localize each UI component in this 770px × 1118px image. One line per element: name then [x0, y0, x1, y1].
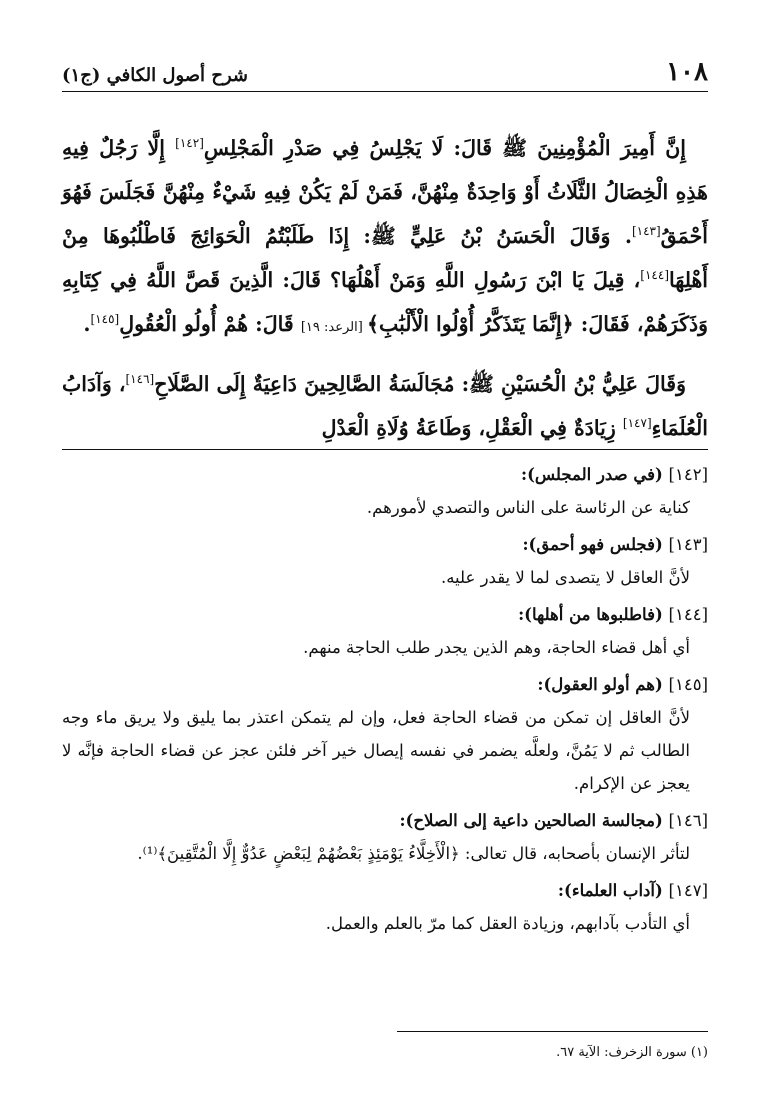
- note-body: لتأثر الإنسان بأصحابه، قال تعالى: ﴿الْأَخِلَّاءُ يَوْمَئِذٍ بَعْضُهُمْ لِبَعْضٍ عَدُوٌّ إِلَّا الْمُتَّقِينَ﴾⁽¹⁾.: [137, 844, 690, 863]
- note-number: [١٤٤]: [668, 605, 708, 624]
- note-ref-144: [١٤٤]: [640, 268, 669, 283]
- main-text-segment: إِلَّا رَجُلٌ فِيهِ هَذِهِ الْخِصَالُ الثَّلَاثُ أَوْ وَاحِدَةٌ مِنْهُنَّ، فَمَنْ لَمْ يَكُنْ فِيهِ شَيْءٌ مِنْهُنَّ فَجَلَسَ فَهُوَ أَحْمَقُ: [62, 136, 708, 248]
- note-143: [62, 528, 708, 594]
- note-ref-145: [١٤٥]: [90, 312, 120, 327]
- note-ref-143: [١٤٣]: [631, 224, 661, 239]
- note-title: (فاطلبوها من أهلها):: [518, 605, 663, 624]
- main-paragraph-2: [62, 362, 708, 450]
- main-text-segment: ، قِيلَ يَا ابْنَ رَسُولِ اللَّهِ وَمَنْ أَهْلُهَا؟ قَالَ: الَّذِينَ قَصَّ اللَّهُ فِي كِتَابِهِ وَذَكَرَهُمْ، فَقَالَ:: [62, 268, 708, 336]
- note-body: لأنَّ العاقل إن تمكن من قضاء الحاجة فعل، وإن لم يتمكن اعتذر بما يليق ولا يريق ماء وجه الطالب ثم لا يَمُنَّ، ولعلَّه يضمر في نفسه إيصال خير آخر فلئن عجز عن قضاء الحاجة فإنَّه لا يعجز عن الإكرام.: [62, 708, 690, 793]
- main-text-segment: قَالَ: هُمْ أُولُو الْعُقُولِ: [119, 312, 301, 336]
- page-number: ١٠٨: [666, 57, 708, 87]
- note-number: [١٤٦]: [668, 811, 708, 830]
- main-paragraph-1: [62, 126, 708, 346]
- main-text-segment: . وَقَالَ الْحَسَنُ بْنُ عَلِيٍّ ﷺ: إِذَا طَلَبْتُمُ الْحَوَائِجَ فَاطْلُبُوهَا مِنْ أَهْلِهَا: [62, 224, 708, 292]
- note-body: كناية عن الرئاسة على الناس والتصدي لأمورهم.: [366, 498, 690, 517]
- note-number: [١٤٧]: [668, 881, 708, 900]
- section-separator: [62, 449, 708, 450]
- note-body: أي أهل قضاء الحاجة، وهم الذين يجدر طلب الحاجة منهم.: [303, 638, 690, 657]
- note-ref-146: [١٤٦]: [125, 372, 155, 387]
- note-ref-147: [١٤٧]: [622, 416, 652, 431]
- page-header: [62, 52, 708, 92]
- note-title: (فجلس فهو أحمق):: [522, 535, 663, 554]
- main-text-segment: ، وَآدَابُ الْعُلَمَاءِ: [62, 372, 708, 440]
- note-147: [62, 874, 708, 940]
- note-title: (آداب العلماء):: [557, 881, 663, 900]
- main-text-segment: .: [83, 312, 91, 336]
- note-body: أي التأدب بآدابهم، وزيادة العقل كما مرّ بالعلم والعمل.: [325, 914, 690, 933]
- note-body: لأنَّ العاقل لا يتصدى لما لا يقدر عليه.: [440, 568, 690, 587]
- note-145: [62, 668, 708, 800]
- commentary-notes: [62, 458, 708, 944]
- footnote-rule: [397, 1031, 708, 1032]
- main-text-segment: زِيَادَةٌ فِي الْعَقْلِ، وَطَاعَةُ وُلَاةِ الْعَدْلِ: [321, 416, 623, 440]
- footnote: (١) سورة الزخرف: الآية ٦٧.: [556, 1045, 708, 1060]
- note-number: [١٤٥]: [668, 675, 708, 694]
- note-title: (مجالسة الصالحين داعية إلى الصلاح):: [399, 811, 663, 830]
- verse-reference: [الرعد: ١٩]: [300, 320, 367, 335]
- note-number: [١٤٣]: [668, 535, 708, 554]
- note-142: [62, 458, 708, 524]
- note-146: [62, 804, 708, 870]
- note-144: [62, 598, 708, 664]
- quran-verse: ﴿إِنَّمَا يَتَذَكَّرُ أُوْلُوا الْأَلْبَٰبِ﴾: [366, 312, 574, 336]
- running-title: شرح أصول الكافي (ج١): [62, 65, 248, 86]
- main-text-segment: وَقَالَ عَلِيُّ بْنُ الْحُسَيْنِ ﷺ: مُجَالَسَةُ الصَّالِحِينَ دَاعِيَةٌ إِلَى الصَّلَاحِ: [154, 372, 686, 396]
- note-number: [١٤٢]: [668, 465, 708, 484]
- main-text: [62, 126, 708, 450]
- note-title: (في صدر المجلس):: [521, 465, 663, 484]
- note-title: (هم أولو العقول):: [537, 675, 663, 694]
- main-text-segment: إِنَّ أَمِيرَ الْمُؤْمِنِينَ ﷺ قَالَ: لَا يَجْلِسُ فِي صَدْرِ الْمَجْلِسِ: [203, 136, 686, 160]
- note-ref-142: [١٤٢]: [175, 136, 204, 151]
